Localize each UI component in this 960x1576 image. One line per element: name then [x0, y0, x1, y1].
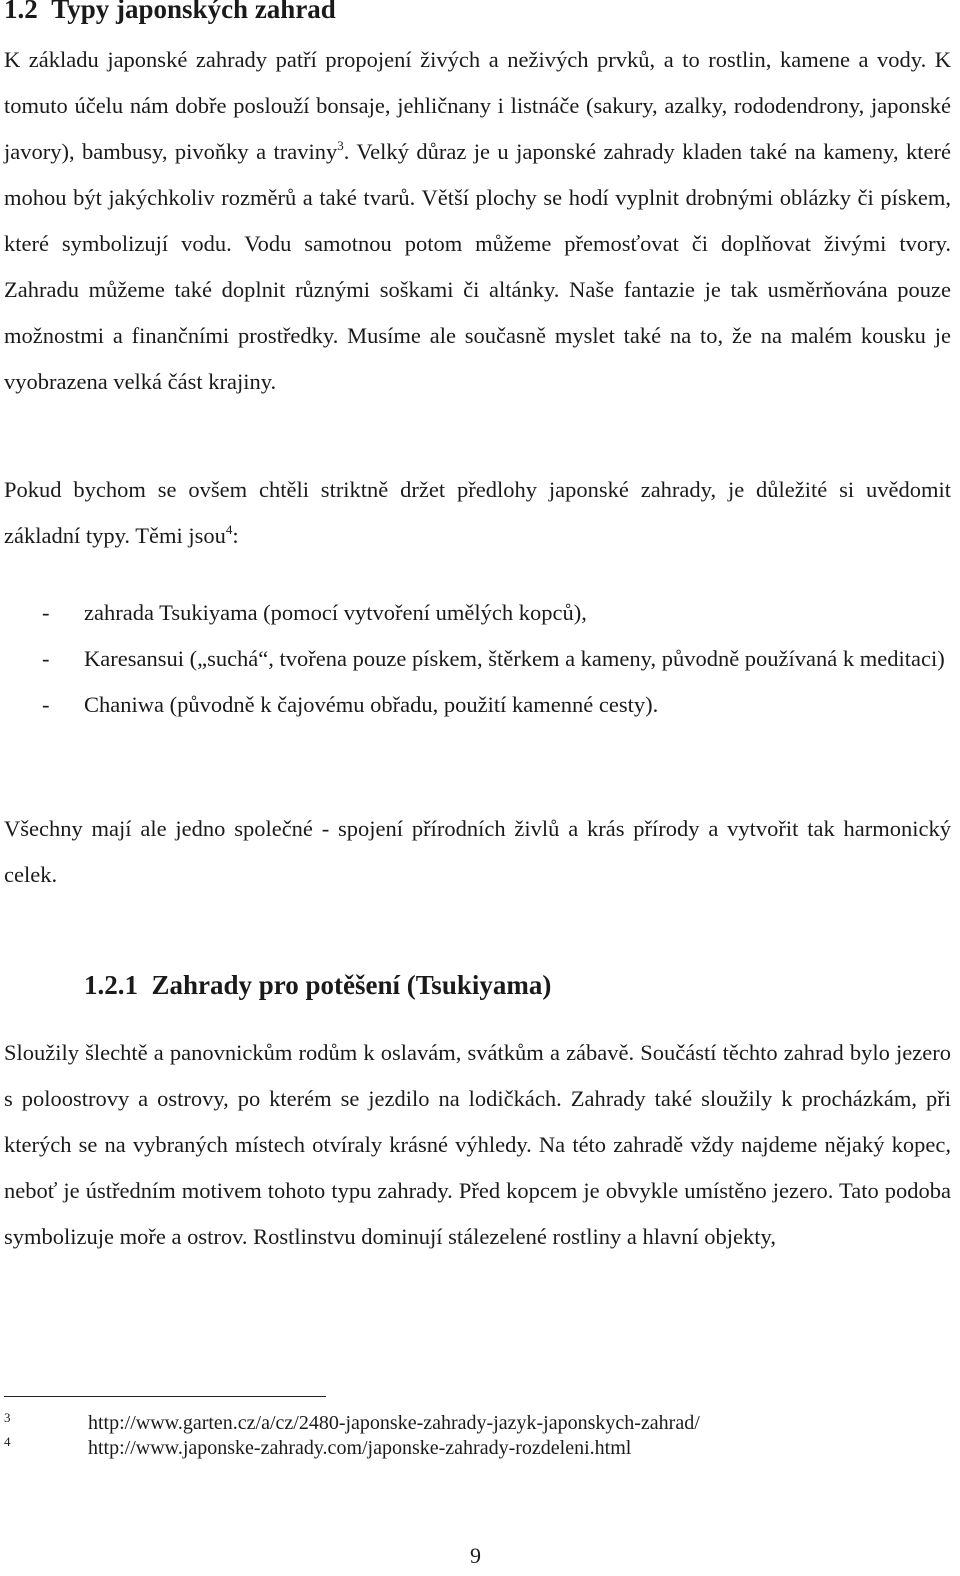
page-number: 9 — [470, 1543, 481, 1568]
subsection-title: Zahrady pro potěšení (Tsukiyama) — [151, 970, 552, 1000]
footnote-number: 3 — [4, 1410, 11, 1425]
footnote-link[interactable]: http://www.garten.cz/a/cz/2480-japonske-zahrady-jazyk-japonskych-zahrad/ — [88, 1412, 700, 1434]
subsection-heading — [84, 970, 551, 1001]
section-heading — [4, 0, 336, 25]
list-dash: - — [42, 692, 50, 717]
list-dash: - — [42, 646, 50, 671]
garden-types-list — [4, 590, 951, 728]
subsection-number: 1.2.1 — [84, 970, 138, 1000]
footnote-ref-3[interactable]: 3 — [337, 138, 344, 153]
footnote-ref-4[interactable]: 4 — [225, 522, 233, 537]
paragraph-intro: K základu japonské zahrady patří propojení živých a neživých prvků, a to rostlin, kamene a vody. K tomuto účelu nám dobře poslouží bonsaje, jehličnany i listnáče (sakury, azalky, rododendrony, japonské javory), bambusy, pivoňky a traviny$^3$. Velký důraz je u japonské zahrady kladen také na kameny, které mohou být jakýchkoliv rozměrů a také tvarů. Větší plochy se hodí vyplnit drobnými oblázky či pískem, které symbolizují vodu. Vodu samotnou potom můžeme přemosťovat či doplňovat živými tvory. Zahradu můžeme také doplnit různými soškami či altánky. Naše fantazie je tak usměrňována pouze možnostmi a finančními prostředky. Musíme ale současně myslet také na to, že na malém kousku je vyobrazena velká část krajiny. — [4, 47, 951, 394]
paragraph-common: Všechny mají ale jedno společné - spojení přírodních živlů a krás přírody a vytvořit tak harmonický celek. — [4, 816, 951, 887]
list-item: - zahrada Tsukiyama (pomocí vytvoření umělých kopců), — [4, 590, 951, 636]
list-dash: - — [42, 600, 50, 625]
footnote-number: 4 — [4, 1434, 11, 1449]
footnote-separator — [4, 1396, 326, 1397]
section-number: 1.2 — [4, 0, 38, 24]
paragraph-types-intro: Pokud bychom se ovšem chtěli striktně držet předlohy japonské zahrady, je důležité si uvědomit základní typy. Těmi jsou$^4$: — [4, 477, 951, 548]
section-title: Typy japonských zahrad — [51, 0, 336, 24]
list-item: - Karesansui („suchá“, tvořena pouze pískem, štěrkem a kameny, původně používaná k meditaci) — [4, 636, 951, 682]
list-item: - Chaniwa (původně k čajovému obřadu, použití kamenné cesty). — [4, 682, 951, 728]
footnote-link[interactable]: http://www.japonske-zahrady.com/japonske-zahrady-rozdeleni.html — [88, 1437, 632, 1459]
paragraph-tsukiyama: Sloužily šlechtě a panovnickům rodům k oslavám, svátkům a zábavě. Součástí těchto zahrad bylo jezero s poloostrovy a ostrovy, po kterém se jezdilo na lodičkách. Zahrady také sloužily k procházkám, při kterých se na vybraných místech otvíraly krásné výhledy. Na této zahradě vždy najdeme nějaký kopec, neboť je ústředním motivem tohoto typu zahrady. Před kopcem je obvykle umístěno jezero. Tato podoba symbolizuje moře a ostrov. Rostlinstvu dominují stálezelené rostliny a hlavní objekty, — [4, 1040, 951, 1249]
